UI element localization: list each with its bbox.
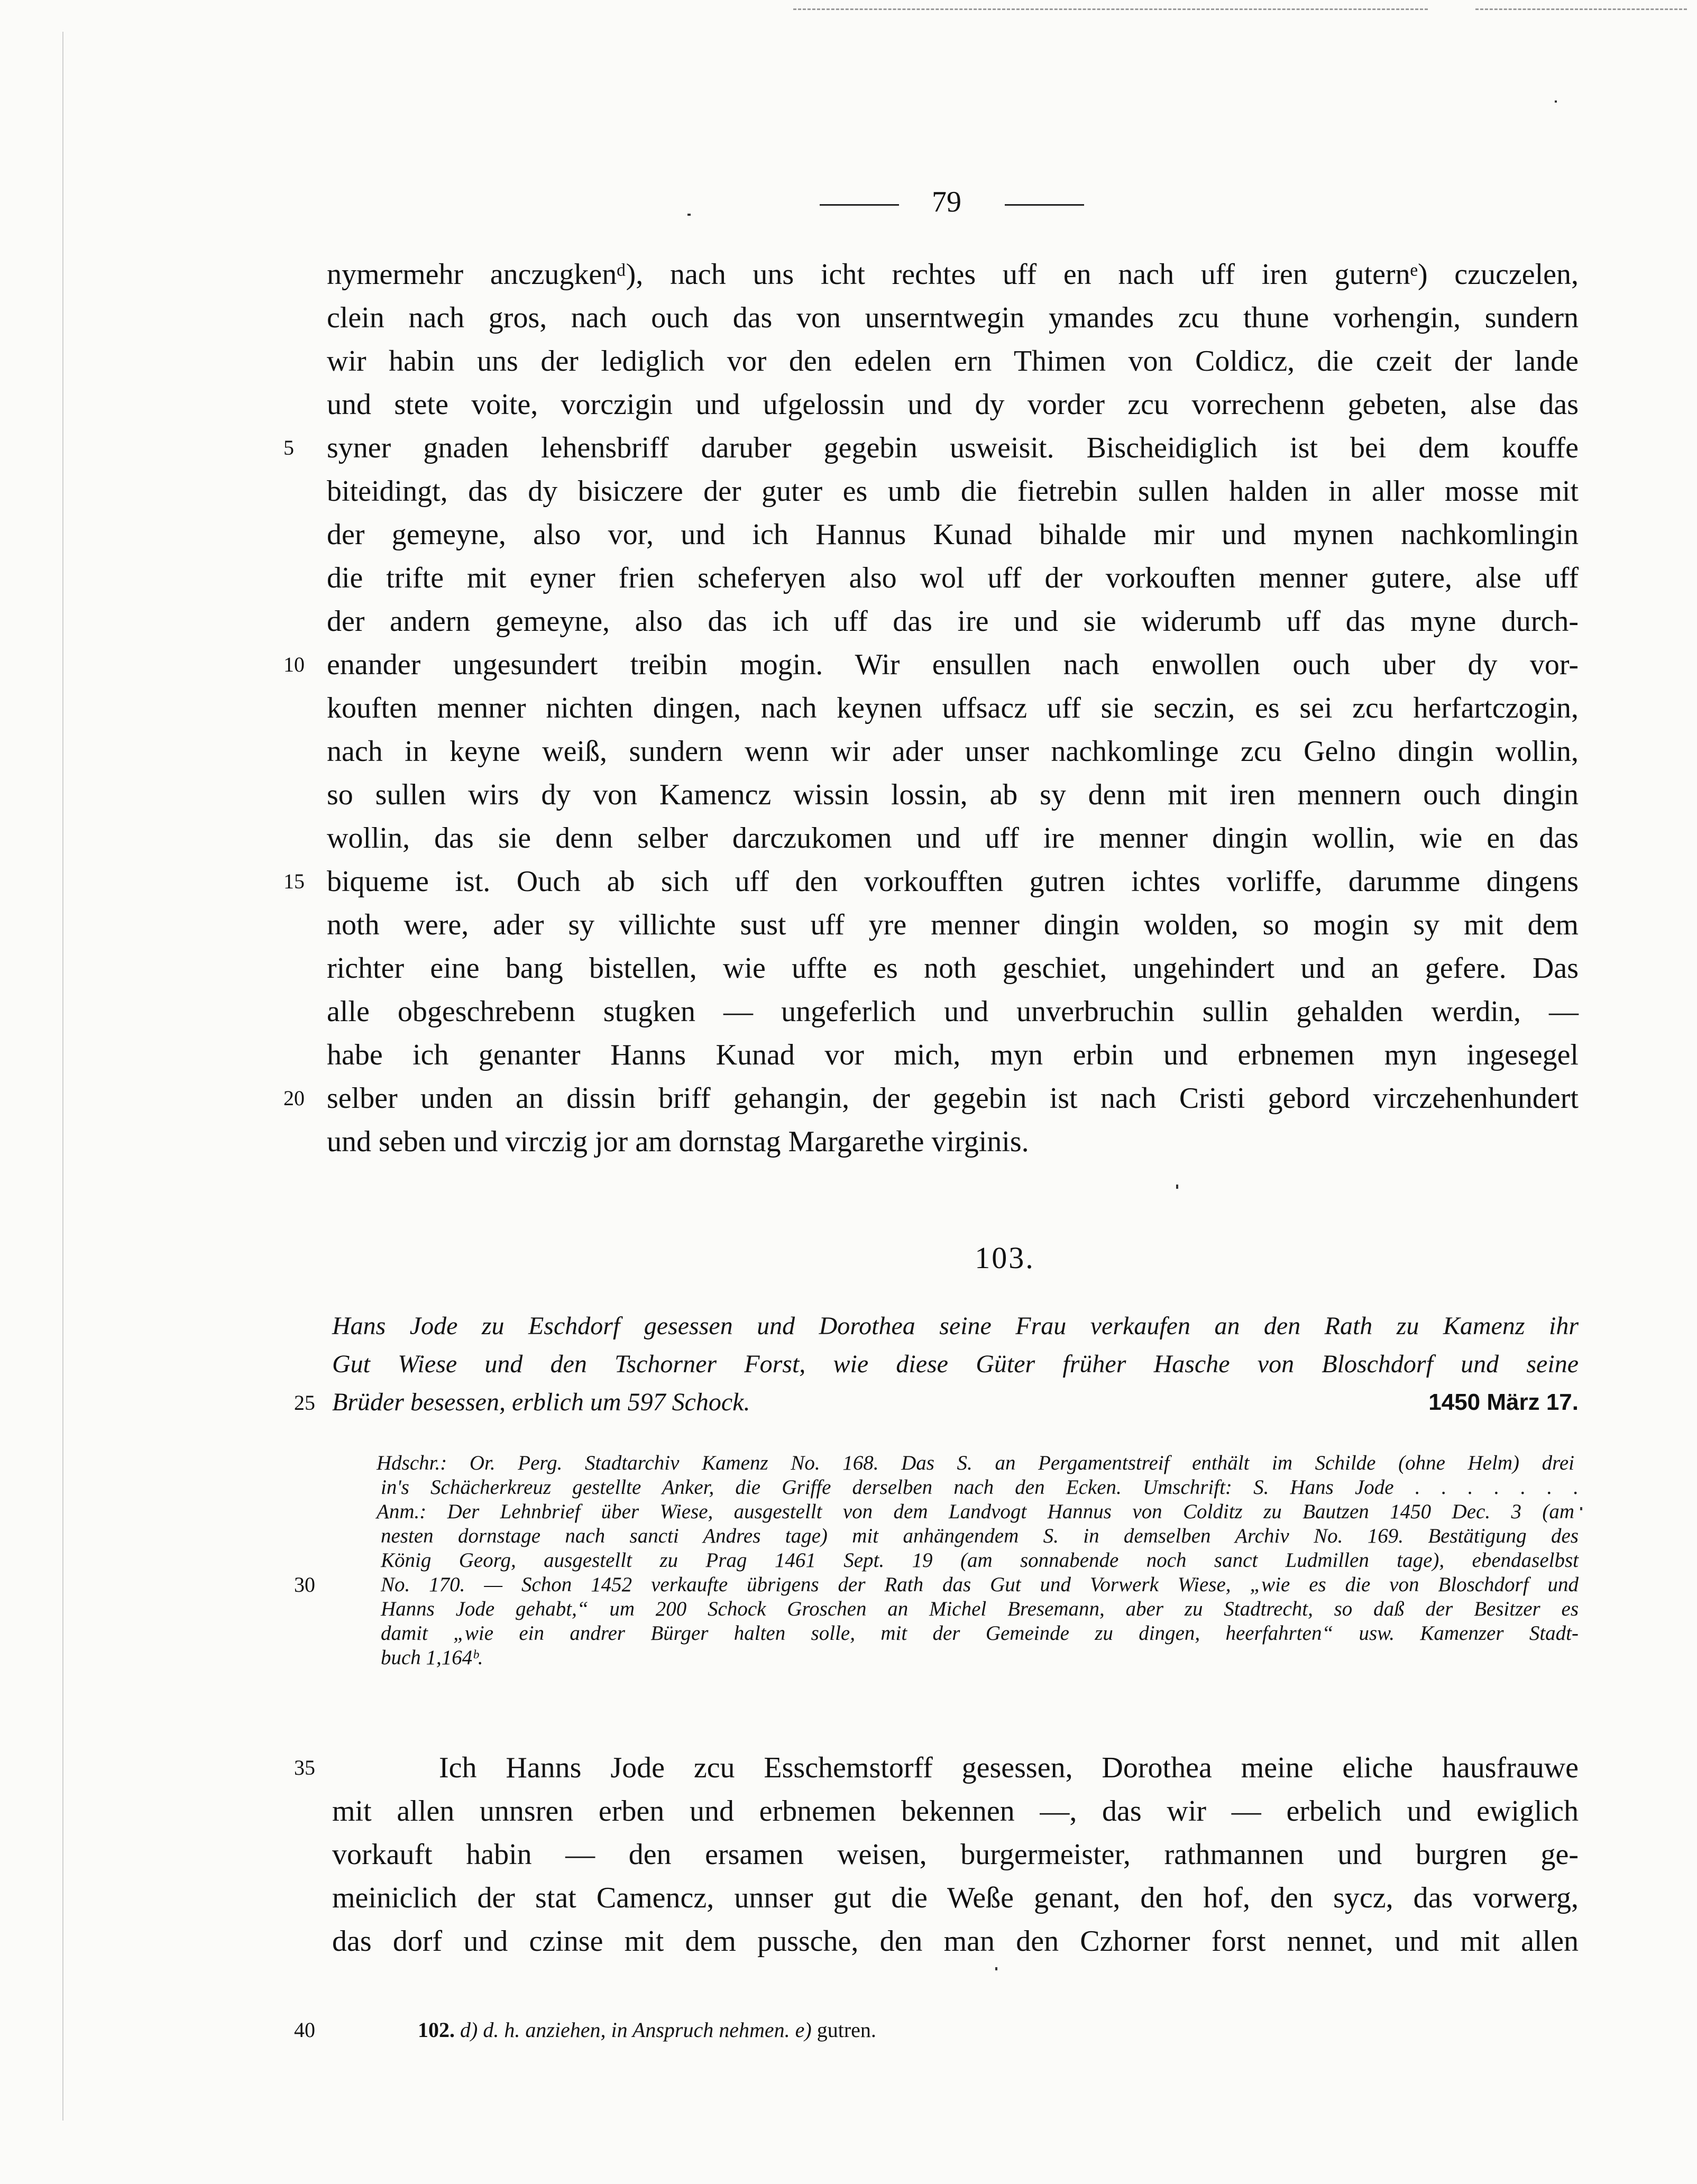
line-number: 15 bbox=[283, 869, 305, 893]
scan-edge-line bbox=[1475, 8, 1687, 10]
footnotes bbox=[418, 2017, 876, 2043]
line-number: 25 bbox=[294, 1391, 315, 1415]
note-line: König Georg, ausgestellt zu Prag 1461 Sept. 19 (am sonnabende noch sanct Ludmillen tage), ebendaselbst bbox=[381, 1549, 1579, 1572]
scan-edge-line bbox=[793, 8, 1428, 10]
scan-speck bbox=[1580, 1507, 1582, 1510]
body-line: noth were, ader sy villichte sust uff yre menner dingin wolden, so mogin sy mit dem bbox=[327, 909, 1579, 941]
body-line: kouften menner nichten dingen, nach keynen uffsacz uff sie seczin, es sei zcu herfartczogin, bbox=[327, 692, 1579, 724]
body-line: wir habin uns der lediglich vor den edelen ern Thimen von Coldicz, die czeit der lande bbox=[327, 345, 1579, 378]
note-line: Hanns Jode gehabt,“ um 200 Schock Groschen an Michel Bresemann, aber zu Stadtrecht, so daß der Besitzer es bbox=[381, 1598, 1579, 1620]
line-number: 30 bbox=[294, 1573, 315, 1596]
body-line: richter eine bang bistellen, wie uffte es noth geschiet, ungehindert und an gefere. Das bbox=[327, 952, 1579, 985]
scan-speck bbox=[1176, 1185, 1178, 1189]
charter-line: vorkauft habin — den ersamen weisen, burgermeister, rathmannen und burgren ge- bbox=[332, 1838, 1579, 1871]
page-number: 79 bbox=[932, 186, 961, 218]
document-date: 1450 März 17. bbox=[1428, 1389, 1579, 1415]
note-line: in's Schächerkreuz gestellte Anker, die Griffe derselben nach den Ecken. Umschrift: S. Hans Jode . . . . . . . bbox=[381, 1476, 1579, 1499]
summary-line: Brüder besessen, erblich um 597 Schock. bbox=[332, 1388, 750, 1416]
body-line: selber unden an dissin briff gehangin, der gegebin ist nach Cristi gebord virczehenhundert bbox=[327, 1082, 1579, 1115]
charter-line: mit allen unnsren erben und erbnemen bekennen —, das wir — erbelich und ewiglich bbox=[332, 1795, 1579, 1828]
footnote-reference: 102. bbox=[418, 2018, 455, 2042]
body-line: alle obgeschrebenn stugken — ungeferlich und unverbruchin sullin gehalden werdin, — bbox=[327, 995, 1579, 1028]
header-dash-right bbox=[1005, 204, 1084, 206]
body-line: biqueme ist. Ouch ab sich uff den vorkoufften gutren ichtes vorliffe, darumme dingens bbox=[327, 865, 1579, 898]
body-line: der gemeyne, also vor, und ich Hannus Kunad bihalde mir und mynen nachkomlingin bbox=[327, 518, 1579, 551]
body-line: habe ich genanter Hanns Kunad vor mich, myn erbin und erbnemen myn ingesegel bbox=[327, 1039, 1579, 1071]
body-line: enander ungesundert treibin mogin. Wir ensullen nach enwollen ouch uber dy vor- bbox=[327, 648, 1579, 681]
body-line: so sullen wirs dy von Kamencz wissin lossin, ab sy denn mit iren mennern ouch dingin bbox=[327, 778, 1579, 811]
body-line: nymermehr anczugkenᵈ), nach uns icht rechtes uff en nach uff iren guternᵉ) czuczelen, bbox=[327, 258, 1579, 291]
note-line: buch 1,164ᵇ. bbox=[381, 1646, 483, 1669]
scan-speck bbox=[1555, 100, 1557, 103]
footnote-d: d) d. h. anziehen, in Anspruch nehmen. bbox=[460, 2018, 790, 2042]
body-line: clein nach gros, nach ouch das von unserntwegin ymandes zcu thune vorhengin, sundern bbox=[327, 301, 1579, 334]
scan-speck bbox=[995, 1967, 997, 1970]
footnote-e-label: e) bbox=[795, 2018, 812, 2042]
body-line: die trifte mit eyner frien scheferyen also wol uff der vorkouften menner gutere, alse uff bbox=[327, 562, 1579, 594]
body-line: nach in keyne weiß, sundern wenn wir ader unser nachkomlinge zcu Gelno dingin wollin, bbox=[327, 735, 1579, 768]
charter-line: Ich Hanns Jode zcu Esschemstorff gesessen, Dorothea meine eliche hausfrauwe bbox=[439, 1751, 1579, 1784]
header-dash-left bbox=[820, 204, 899, 206]
body-line: wollin, das sie denn selber darczukomen und uff ire menner dingin wollin, wie en das bbox=[327, 822, 1579, 855]
charter-line: das dorf und czinse mit dem pussche, den man den Czhorner forst nennet, und mit allen bbox=[332, 1925, 1579, 1958]
body-line: syner gnaden lehensbriff daruber gegebin usweisit. Bischeidiglich ist bei dem kouffe bbox=[327, 432, 1579, 464]
note-line: Hdschr.: Or. Perg. Stadtarchiv Kamenz No. 168. Das S. an Pergamentstreif enthält im Schilde (ohne Helm) drei bbox=[377, 1452, 1574, 1474]
body-line: biteidingt, das dy bisiczere der guter es umb die fietrebin sullen halden in aller mosse mit bbox=[327, 475, 1579, 508]
summary-line: Gut Wiese und den Tschorner Forst, wie diese Güter früher Hasche von Bloschdorf und seine bbox=[332, 1350, 1579, 1378]
note-line: damit „wie ein andrer Bürger halten solle, mit der Gemeinde zu dingen, heerfahrten“ usw. Kamenzer Stadt- bbox=[381, 1622, 1579, 1645]
line-number: 5 bbox=[283, 436, 294, 460]
footnote-e-text: gutren. bbox=[817, 2018, 876, 2042]
line-number: 10 bbox=[283, 653, 305, 676]
body-line: der andern gemeyne, also das ich uff das ire und sie widerumb uff das myne durch- bbox=[327, 605, 1579, 638]
body-line: und stete voite, vorczigin und ufgelossin und dy vorder zcu vorrechenn gebeten, alse das bbox=[327, 388, 1579, 421]
note-line: nesten dornstage nach sancti Andres tage) mit anhängendem S. in demselben Archiv No. 169. Bestätigung des bbox=[381, 1525, 1579, 1547]
body-line: und seben und virczig jor am dornstag Margarethe virginis. bbox=[327, 1125, 1029, 1158]
page-header bbox=[809, 185, 1084, 222]
line-number: 40 bbox=[294, 2018, 315, 2042]
note-line: Anm.: Der Lehnbrief über Wiese, ausgestellt von dem Landvogt Hannus von Colditz zu Bautzen 1450 Dec. 3 (am bbox=[377, 1500, 1574, 1523]
note-line: No. 170. — Schon 1452 verkaufte übrigens der Rath das Gut und Vorwerk Wiese, „wie es die von Bloschdorf und bbox=[381, 1573, 1579, 1596]
page-edge-shadow bbox=[62, 32, 63, 2121]
scan-speck bbox=[687, 214, 691, 216]
line-number: 20 bbox=[283, 1086, 305, 1110]
summary-line: Hans Jode zu Eschdorf gesessen und Dorothea seine Frau verkaufen an den Rath zu Kamenz ihr bbox=[332, 1312, 1579, 1340]
line-number: 35 bbox=[294, 1756, 315, 1779]
document-number: 103. bbox=[975, 1241, 1035, 1275]
charter-line: meiniclich der stat Camencz, unnser gut die Weße genant, den hof, den sycz, das vorwerg, bbox=[332, 1882, 1579, 1914]
